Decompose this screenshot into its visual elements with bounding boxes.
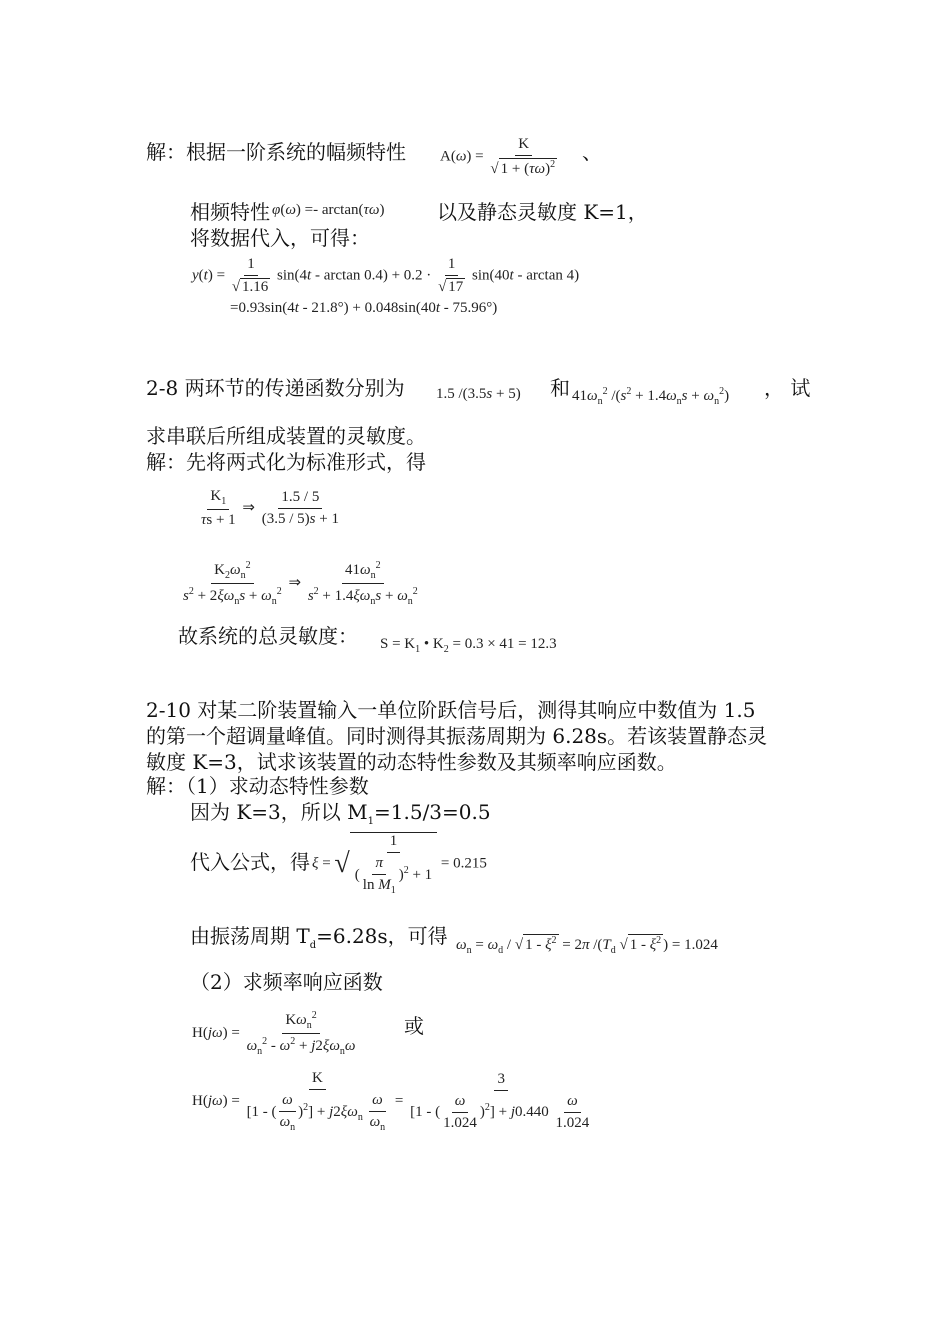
response-formula-2: =0.93sin(4t - 21.8°) + 0.048sin(40t - 75.96°)	[230, 300, 498, 316]
standard-form-2: $\frac{K_2\omega_n^2}{s^2 + 2\xi\omega_ns + \omega_n^2}$ ⇒ $\frac{41\omega_n^2}{s^2 + 1.4\xi\omega_ns + \omega_n^2}$	[183, 560, 418, 607]
problem-2-10-line1: 2-10 对某二阶装置输入一单位阶跃信号后，测得其响应中数值为 1.5	[146, 698, 756, 722]
line5-sub: 1	[367, 816, 374, 827]
solution-2-10-line6: 代入公式，得	[190, 850, 310, 874]
damping-ratio-formula: ξ = √ 1 ( $\frac{\pi}{\ln M_1}$ )$^2$ + 1 = 0.215	[312, 833, 487, 896]
solution-2-10-line8: （2）求频率响应函数	[190, 970, 383, 994]
problem-2-10-line2: 的第一个超调量峰值。同时测得其振荡周期为 6.28s。若该装置静态灵	[146, 724, 768, 748]
solution-2-10-line7	[190, 924, 448, 958]
solution-2-8-line3: 解：先将两式化为标准形式，得	[146, 450, 426, 474]
solution-1-line2-a: 相频特性	[190, 200, 270, 224]
transfer-function-1: 1.5 /(3.5s + 5)	[436, 386, 521, 402]
solution-2-10-line4: 解：（1）求动态特性参数	[146, 774, 369, 798]
total-sensitivity-formula: $S = K_1$ • $K_2 = 0.3 \times 41 = 12.3$	[380, 636, 557, 655]
solution-2-10-line5	[190, 800, 491, 834]
problem-2-10-line3: 敏度 K=3，试求该装置的动态特性参数及其频率响应函数。	[146, 750, 677, 774]
solution-1-line1-tail: 、	[582, 140, 602, 164]
frequency-response-formula-1: H(jω) = $\frac{K\omega_n^2}{\omega_n^2 - \omega^2 + j2\xi\omega_n\omega}$	[192, 1010, 356, 1057]
line5-text: 因为 K=3，所以 M	[190, 800, 368, 824]
solution-2-10-line9-tail: 或	[404, 1014, 424, 1038]
problem-2-8-line2: 求串联后所组成装置的灵敏度。	[146, 424, 426, 448]
line7-tail: =6.28s，可得	[316, 924, 448, 948]
natural-frequency-formula: $\omega_n = \omega_d$ / √ $1 - \xi^2 = 2\pi$ $/(T_d$ √ $1 - \xi^2$ ) = 1.024	[456, 935, 718, 956]
standard-form-1: $\frac{K_1}{\tau s + 1}$ ⇒ $\frac{1.5 / 5}{(3.5 / 5)s + 1}$	[201, 488, 339, 528]
transfer-function-2: $41\omega_n^2$ $/(s^2 + 1.4\omega_ns + \omega_n^2)$	[572, 386, 730, 407]
solution-2-8-line4: 故系统的总灵敏度：	[178, 624, 358, 648]
problem-2-8-line1-c: ， 试	[764, 376, 811, 400]
phase-formula: φ(ω) =- arctan(τω)	[272, 202, 385, 218]
line7-text: 由振荡周期 T	[190, 924, 310, 948]
amplitude-formula: A(ω) = $\frac{K}{√ 1 + (\tau\omega)^2}$	[440, 136, 556, 177]
problem-2-8-line1-b: 和	[550, 376, 570, 400]
problem-2-8-line1-a: 2-8 两环节的传递函数分别为	[146, 376, 405, 400]
solution-1-line1: 解：根据一阶系统的幅频特性	[146, 140, 406, 164]
response-formula-1: y(t) = $\frac{1}{√ 1.16}$ sin(4t - arctan 0.4) + 0.2 · $\frac{1}{√ 17}$ sin(40t - arctan 4)	[192, 256, 580, 295]
frequency-response-formula-2: H(jω) = K [1 - ( $\frac{\omega}{\omega_n}$ )$^2] + j2\xi\omega_n$ $\frac{\omega}{\omega_n}$ = 3 [1 - ( $\frac{\omega}{1.024}$ )$^2$] + j0.440 $\frac{\omega}{1.024}$	[192, 1070, 590, 1133]
line7-sub: d	[309, 940, 317, 951]
solution-1-line3: 将数据代入，可得：	[190, 226, 370, 250]
line5-tail: =1.5/3=0.5	[374, 800, 491, 824]
solution-1-line2-b: 以及静态灵敏度 K=1，	[437, 200, 648, 224]
